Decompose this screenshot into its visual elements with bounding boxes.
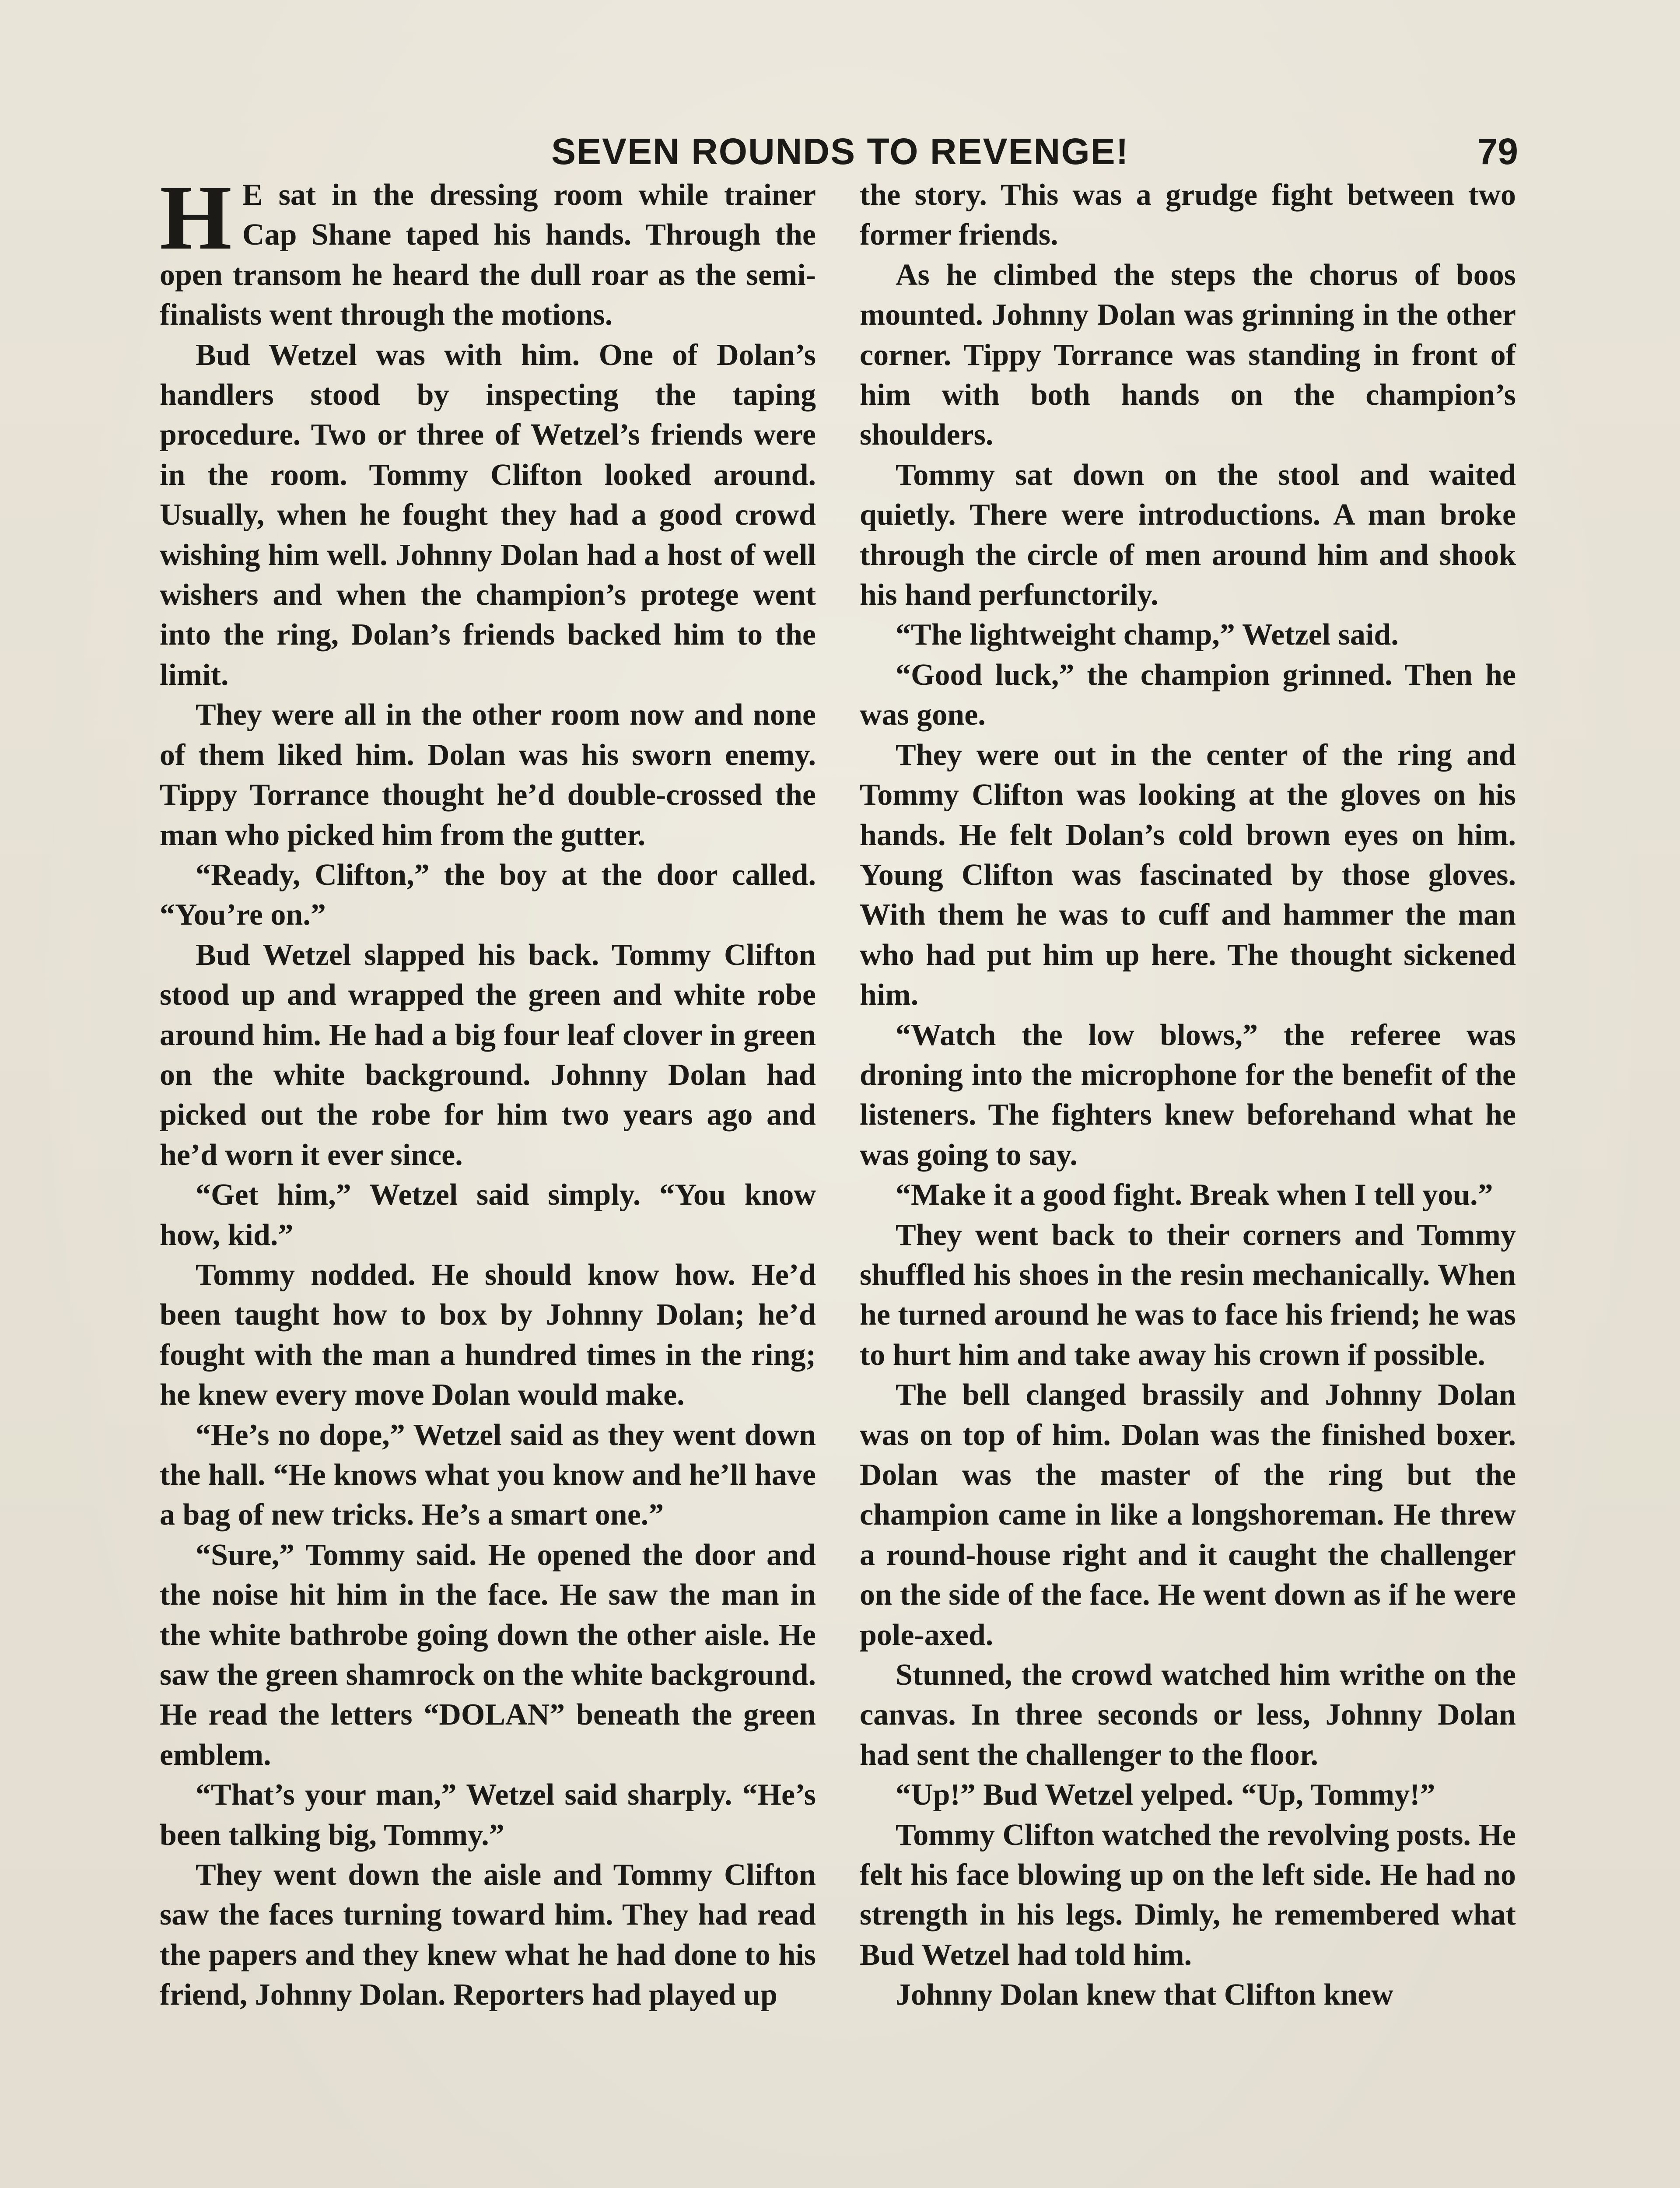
paragraph: Tommy Clifton watched the revolving posts. He felt his face blowing up on the left side. He had no strength in his legs. Dimly, he remembered what Bud Wetzel had told him.	[860, 1818, 1516, 1972]
paragraph: “Get him,” Wetzel said simply. “You know how, kid.”	[160, 1178, 816, 1252]
paragraph: They went back to their corners and Tommy shuffled his shoes in the resin mechanically. When he turned around he was to face his friend; he was to hurt him and take away his crown if possible.	[860, 1218, 1516, 1372]
paragraph: Bud Wetzel slapped his back. Tommy Clifton stood up and wrapped the green and white robe around him. He had a big four leaf clover in green on the white background. Johnny Dolan had picked out the robe for him two years ago and he’d worn it ever since.	[160, 938, 816, 1172]
paragraph: They were all in the other room now and none of them liked him. Dolan was his sworn enemy. Tippy Torrance thought he’d double-crossed the man who picked him from the gutter.	[160, 698, 816, 852]
right-text-column	[860, 175, 1516, 2015]
paragraph: Johnny Dolan knew that Clifton knew	[896, 1978, 1393, 2012]
continued-paragraph: the story. This was a grudge fight between two former friends.	[860, 178, 1516, 252]
paragraph: They were out in the center of the ring and Tommy Clifton was looking at the gloves on his hands. He felt Dolan’s cold brown eyes on him. Young Clifton was fascinated by those gloves. With them he was to cuff and hammer the man who had put him up here. The thought sickened him.	[860, 738, 1516, 1012]
paragraph: The bell clanged brassily and Johnny Dolan was on top of him. Dolan was the finished boxer. Dolan was the master of the ring but the champion came in like a longshoreman. He threw a round-house right and it caught the challenger on the side of the face. He went down as if he were pole-axed.	[860, 1378, 1516, 1652]
paragraph: “Ready, Clifton,” the boy at the door called. “You’re on.”	[160, 858, 816, 932]
paragraph: “Up!” Bud Wetzel yelped. “Up, Tommy!”	[896, 1778, 1435, 1812]
drop-cap: H	[160, 166, 232, 269]
paragraph: “Make it a good fight. Break when I tell you.”	[896, 1178, 1493, 1212]
paragraph: Tommy sat down on the stool and waited quietly. There were introductions. A man broke through the circle of men around him and shook his hand perfunctorily.	[860, 458, 1516, 612]
paragraph: “Sure,” Tommy said. He opened the door and the noise hit him in the face. He saw the man in the white bathrobe going down the other aisle. He saw the green shamrock on the white background. He read the letters “DOLAN” beneath the green emblem.	[160, 1538, 816, 1772]
paragraph: Tommy nodded. He should know how. He’d been taught how to box by Johnny Dolan; he’d fought with the man a hundred times in the ring; he knew every move Dolan would make.	[160, 1258, 816, 1412]
paragraph: “Good luck,” the champion grinned. Then he was gone.	[860, 658, 1516, 732]
paragraph: “He’s no dope,” Wetzel said as they went down the hall. “He knows what you know and he’ll have a bag of new tricks. He’s a smart one.”	[160, 1418, 816, 1532]
paragraph: Bud Wetzel was with him. One of Dolan’s handlers stood by inspecting the taping procedure. Two or three of Wetzel’s friends were in the room. Tommy Clifton looked around. Usually, when he fought they had a good crowd wishing him well. Johnny Dolan had a host of well wishers and when the champion’s protege went into the ring, Dolan’s friends backed him to the limit.	[160, 338, 816, 692]
paragraph: As he climbed the steps the chorus of boos mounted. Johnny Dolan was grinning in the other corner. Tippy Torrance was standing in front of him with both hands on the champion’s shoulders.	[860, 258, 1516, 452]
paragraph-text: E sat in the dressing room while trainer Cap Shane taped his hands. Through the open transom he heard the dull roar as the semi-finalists went through the motions.	[160, 178, 816, 332]
paragraph: “That’s your man,” Wetzel said sharply. “He’s been talking big, Tommy.”	[160, 1778, 816, 1852]
paragraph: “The lightweight champ,” Wetzel said.	[896, 618, 1399, 652]
page-number: 79	[1477, 131, 1518, 172]
story-title: SEVEN ROUNDS TO REVENGE!	[551, 131, 1129, 172]
paragraph: They went down the aisle and Tommy Clifton saw the faces turning toward him. They had read the papers and they knew what he had done to his friend, Johnny Dolan. Reporters had played up	[160, 1858, 816, 2012]
paragraph: “Watch the low blows,” the referee was droning into the microphone for the benefit of the listeners. The fighters knew beforehand what he was going to say.	[860, 1018, 1516, 1172]
opening-paragraph	[160, 166, 816, 335]
left-text-column	[160, 166, 816, 2015]
paragraph: Stunned, the crowd watched him writhe on the canvas. In three seconds or less, Johnny Dolan had sent the challenger to the floor.	[860, 1658, 1516, 1772]
